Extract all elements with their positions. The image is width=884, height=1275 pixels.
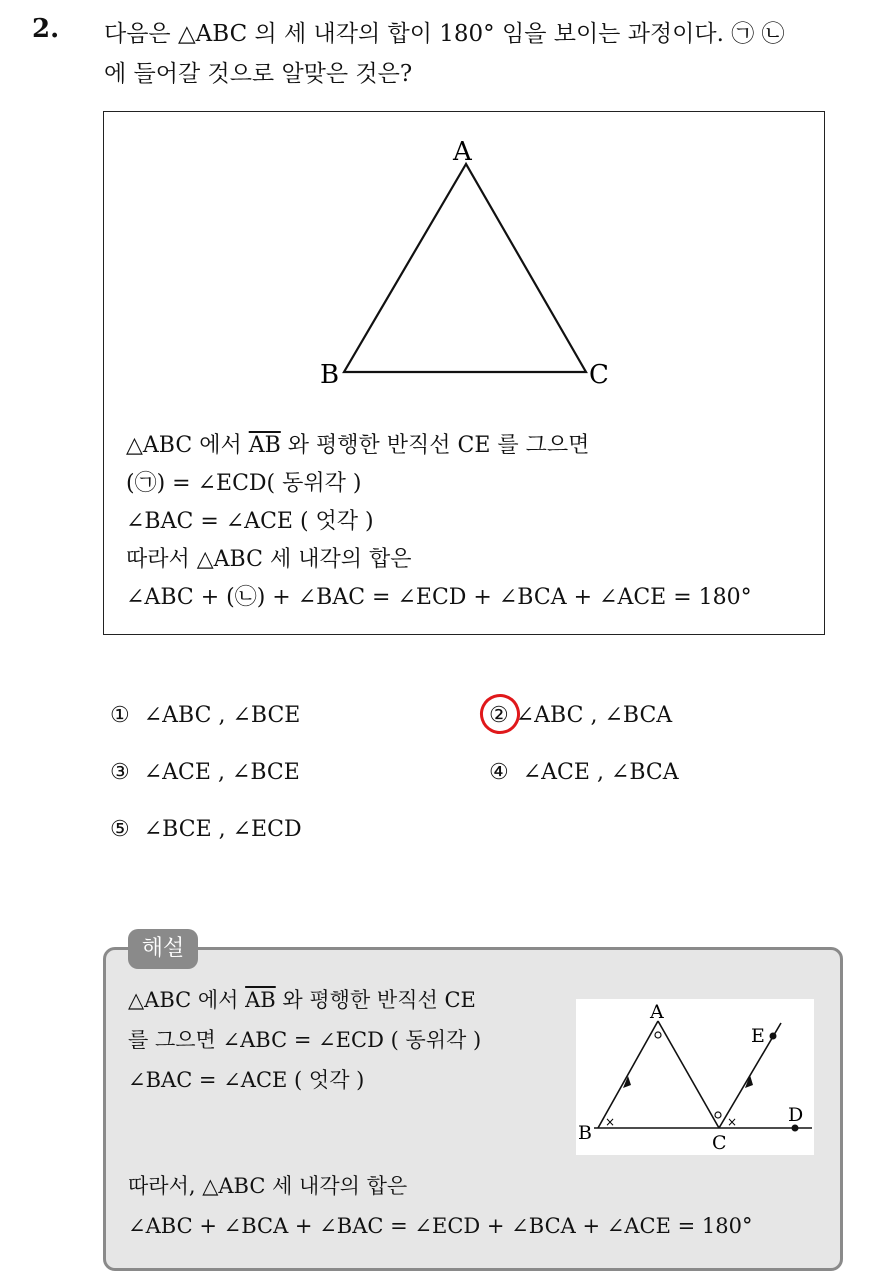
solution-line-3: ∠BAC = ∠ACE ( 엇각 ) <box>128 1068 365 1092</box>
question-number: 2. <box>32 14 60 44</box>
choice-2-marked <box>489 703 509 728</box>
choice-1-number: ① <box>110 703 130 728</box>
choice-4-text: ∠ACE , ∠BCA <box>522 760 679 785</box>
solution-segment-ab: $\overline{AB}$ <box>245 988 276 1012</box>
choice-4-number: ④ <box>489 760 509 785</box>
point-e <box>770 1033 777 1040</box>
side-ac <box>658 1021 719 1128</box>
question-line-1: 다음은 △ABC 의 세 내각의 합이 180° 임을 보이는 과정이다. ㉠ ㉡ <box>104 21 785 47</box>
choice-5-text: ∠BCE , ∠ECD <box>143 817 302 842</box>
solution-line-2: 를 그으면 ∠ABC = ∠ECD ( 동위각 ) <box>128 1028 482 1052</box>
choice-5-number: ⑤ <box>110 817 130 842</box>
fig-label-b: B <box>578 1122 592 1144</box>
choice-3-text: ∠ACE , ∠BCE <box>143 760 300 785</box>
angle-x-c: × <box>727 1115 738 1129</box>
choice-2-text: ∠ABC , ∠BCA <box>515 703 673 728</box>
segment-ab: $\overline{AB}$ <box>248 433 281 458</box>
solution-text-top <box>128 980 481 1100</box>
proof-text <box>126 427 752 617</box>
choice-2-number: ② <box>489 703 509 728</box>
solution-box <box>103 947 843 1271</box>
choice-1-text: ∠ABC , ∠BCE <box>143 703 301 728</box>
solution-line-1-post: 와 평행한 반직선 CE <box>275 988 476 1012</box>
vertex-label-c: C <box>589 360 609 390</box>
fig-label-e: E <box>751 1025 765 1047</box>
proof-line-3: ∠BAC = ∠ACE ( 엇각 ) <box>126 509 374 534</box>
triangle-abc <box>344 164 586 372</box>
angle-mark-c-left <box>715 1112 721 1118</box>
solution-line-4: 따라서, △ABC 세 내각의 합은 <box>128 1174 408 1198</box>
proof-line-1-pre: △ABC 에서 <box>126 433 249 458</box>
fig-label-d: D <box>788 1104 804 1126</box>
choice-2[interactable] <box>489 703 672 728</box>
solution-line-5: ∠ABC + ∠BCA + ∠BAC = ∠ECD + ∠BCA + ∠ACE = 180° <box>128 1214 753 1238</box>
solution-tag: 해설 <box>128 929 198 969</box>
choice-3-number: ③ <box>110 760 130 785</box>
angle-mark-a <box>655 1032 661 1038</box>
question-line-2: 에 들어갈 것으로 알맞은 것은? <box>104 61 413 87</box>
choice-3[interactable] <box>110 760 300 785</box>
vertex-label-b: B <box>320 360 340 390</box>
proof-line-5: ∠ABC + (㉡) + ∠BAC = ∠ECD + ∠BCA + ∠ACE = 180° <box>126 585 752 610</box>
fig-label-c: C <box>712 1132 727 1154</box>
proof-line-1 <box>126 427 752 465</box>
proof-line-4: 따라서 △ABC 세 내각의 합은 <box>126 547 412 572</box>
proof-line-1-post: 와 평행한 반직선 CE 를 그으면 <box>280 433 590 458</box>
triangle-figure <box>104 112 826 412</box>
vertex-label-a: A <box>453 137 472 167</box>
proof-line-2: (㉠) = ∠ECD( 동위각 ) <box>126 471 362 496</box>
proof-box <box>103 111 825 635</box>
solution-figure <box>576 999 814 1155</box>
fig-label-a: A <box>650 1001 664 1023</box>
choice-1[interactable] <box>110 703 300 728</box>
question-text <box>104 14 874 94</box>
choice-4[interactable] <box>489 760 679 785</box>
side-ba <box>598 1021 658 1128</box>
answer-circle-mark <box>475 689 525 739</box>
solution-line-1 <box>128 980 481 1020</box>
choice-5[interactable] <box>110 817 302 842</box>
solution-text-bottom <box>128 1166 752 1246</box>
solution-line-1-pre: △ABC 에서 <box>128 988 246 1012</box>
angle-x-b: × <box>605 1115 616 1129</box>
